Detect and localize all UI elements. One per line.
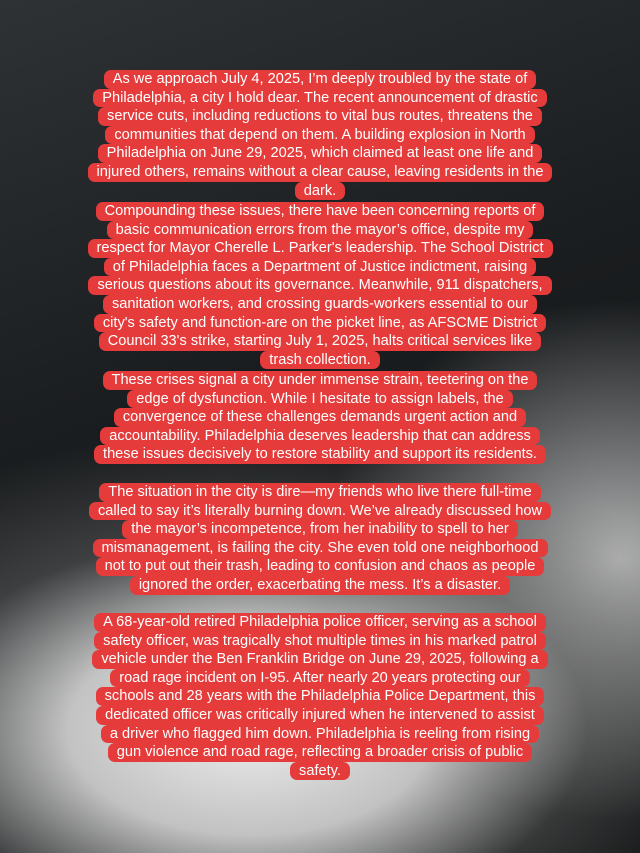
text-line: injured others, remains without a clear cause, leaving residents in the — [88, 163, 553, 182]
text-line: The situation in the city is dire—my friends who live there full-time — [99, 483, 540, 502]
text-line: dark. — [295, 182, 345, 201]
text-line: Council 33's strike, starting July 1, 2025, halts critical services like — [99, 332, 542, 351]
text-line: gun violence and road rage, reflecting a broader crisis of public — [108, 743, 532, 762]
text-line: basic communication errors from the mayor’s office, despite my — [107, 221, 534, 240]
text-line: respect for Mayor Cherelle L. Parker's leadership. The School District — [88, 239, 553, 258]
text-line: not to put out their trash, leading to confusion and chaos as people — [96, 557, 545, 576]
text-line: safety. — [290, 762, 350, 781]
text-line: Philadelphia on June 29, 2025, which claimed at least one life and — [98, 144, 543, 163]
text-line: a driver who flagged him down. Philadelphia is reeling from rising — [101, 725, 539, 744]
text-line: serious questions about its governance. Meanwhile, 911 dispatchers, — [88, 276, 551, 295]
text-line: these issues decisively to restore stability and support its residents. — [94, 445, 546, 464]
text-line: As we approach July 4, 2025, I’m deeply troubled by the state of — [104, 70, 537, 89]
paragraph-service-cuts — [66, 70, 574, 200]
text-line: convergence of these challenges demands urgent action and — [114, 408, 526, 427]
text-line: vehicle under the Ben Franklin Bridge on June 29, 2025, following a — [92, 650, 547, 669]
paragraph-crises — [66, 371, 574, 464]
text-line: mismanagement, is failing the city. She even told one neighborhood — [93, 539, 548, 558]
text-line: called to say it’s literally burning down. We’ve already discussed how — [89, 502, 551, 521]
text-line: the mayor’s incompetence, from her inability to spell to her — [122, 520, 517, 539]
text-line: sanitation workers, and crossing guards-workers essential to our — [103, 295, 537, 314]
text-line: accountability. Philadelphia deserves leadership that can address — [100, 427, 540, 446]
text-line: trash collection. — [260, 351, 379, 370]
paragraph-officer — [66, 613, 574, 780]
text-line: Compounding these issues, there have been concerning reports of — [96, 202, 545, 221]
text-line: schools and 28 years with the Philadelphia Police Department, this — [96, 687, 545, 706]
text-line: These crises signal a city under immense strain, teetering on the — [103, 371, 538, 390]
text-line: service cuts, including reductions to vital bus routes, threatens the — [98, 107, 542, 126]
text-line: A 68-year-old retired Philadelphia police officer, serving as a school — [94, 613, 546, 632]
text-line: city's safety and function-are on the picket line, as AFSCME District — [94, 314, 546, 333]
text-line: of Philadelphia faces a Department of Justice indictment, raising — [104, 258, 537, 277]
text-line: edge of dysfunction. While I hesitate to assign labels, the — [127, 390, 513, 409]
text-line: ignored the order, exacerbating the mess. It’s a disaster. — [130, 576, 510, 595]
paragraph-governance — [66, 202, 574, 369]
text-line: safety officer, was tragically shot multiple times in his marked patrol — [94, 632, 546, 651]
text-line: road rage incident on I-95. After nearly 20 years protecting our — [110, 669, 530, 688]
paragraph-situation — [66, 483, 574, 595]
text-line: communities that depend on them. A building explosion in North — [105, 126, 534, 145]
text-line: Philadelphia, a city I hold dear. The recent announcement of drastic — [93, 89, 546, 108]
text-line: dedicated officer was critically injured when he intervened to assist — [96, 706, 544, 725]
